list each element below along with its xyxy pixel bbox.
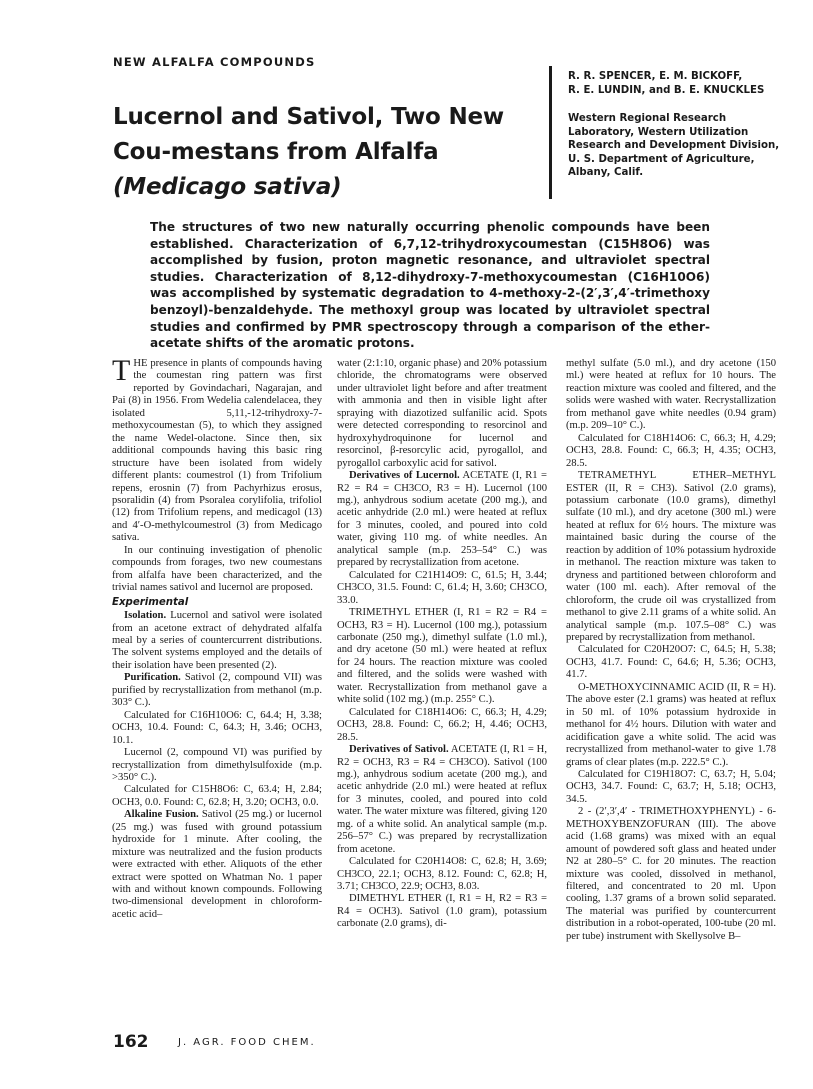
title-species: (Medicago sativa) xyxy=(113,174,342,200)
journal-name: J. AGR. FOOD CHEM. xyxy=(178,1037,316,1048)
article-title xyxy=(113,100,543,205)
para-cinnamic: O-METHOXYCINNAMIC ACID (II, R = H). The above ester (2.1 grams) was heated at reflux in 50 ml. of 10% potassium hydroxide in methanol for 4½ hours. Dilution with water and acidification gave a white solid. The acid was recrystallized from methanol-water to give 1.78 grams of clear plates (m.p. 222.5° C.). xyxy=(566,681,776,768)
author-line-2: R. E. LUNDIN, and B. E. KNUCKLES xyxy=(568,85,765,96)
drop-cap: T xyxy=(112,354,131,387)
section-label: NEW ALFALFA COMPOUNDS xyxy=(113,55,316,69)
isolation-text: Lucernol and sativol were isolated from an acetone extract of dehydrated alfalfa meal by a series of countercurrent distributions. The solvent systems employed and the details of their isolation have been presented (2). xyxy=(112,610,322,671)
calc-acetate: Calculated for C21H14O9: C, 61.5; H, 3.44; CH3CO, 31.5. Found: C, 61.4; H, 3.60; CH3CO, 33.0. xyxy=(337,569,547,606)
page-number: 162 xyxy=(113,1032,149,1052)
para-lucernol: Lucernol (2, compound VI) was purified by recrystallization from dimethylsulfoxide (m.p. >350° C.). xyxy=(112,747,322,783)
runin-alkaline: Alkaline Fusion. xyxy=(124,809,199,821)
calc-tetramethyl: Calculated for C20H20O7: C, 64.5; H, 5.38; OCH3, 41.7. Found: C, 64.6; H, 5.36; OCH3, 41.7. xyxy=(566,644,776,681)
runin-deriv-lucernol: Derivatives of Lucernol. xyxy=(349,470,460,482)
para-alkaline xyxy=(112,809,322,921)
subhead-experimental: Experimental xyxy=(112,596,189,608)
calc-cinnamic: Calculated for C19H18O7: C, 63.7; H, 5.04; OCH3, 34.7. Found: C, 63.7; H, 5.18; OCH3, 34.5. xyxy=(566,768,776,805)
calc-lucernol: Calculated for C15H8O6: C, 63.4; H, 2.84; OCH3, 0.0. Found: C, 62.8; H, 3.20; OCH3, 0.0. xyxy=(112,784,322,808)
para-purification xyxy=(112,672,322,709)
author-line-1: R. R. SPENCER, E. M. BICKOFF, xyxy=(568,71,743,82)
runin-purification: Purification. xyxy=(124,672,181,684)
calc-sativol-acetate: Calculated for C20H14O8: C, 62.8; H, 3.69; CH3CO, 22.1; OCH3, 8.12. Found: C, 62.8; H, 3.71; CH3CO, 22.9; OCH3, 8.03. xyxy=(337,856,547,893)
para-benzofuran: 2 - (2′,3′,4′ - TRIMETHOXYPHENYL) - 6-METHOXYBENZOFURAN (III). The above acid (1.68 grams) was mixed with an equal amount of powdered soft glass and heated under N2 at 280–5° C. for 20 minutes. The reaction mixture was cooled, dissolved in methanol, filtered, and concentrated to 20 ml. Upon cooling, 1.37 grams of a brown solid separated. The material was purified by countercurrent distribution in a robot-operated, 100-tube (20 ml. per tube) instrument with Skellysolve B– xyxy=(566,806,776,942)
para-chromatography: water (2:1:10, organic phase) and 20% potassium chloride, the chromatograms were observed under ultraviolet light before and after treatment with ammonia and then in visible light after spraying with diazotized sulfanilic acid. Spots were detected corresponding to resorcinol and hydroxyhydroquinone for lucernol and resorcinol, β-resorcylic acid, pyrogallol, and pyrogallol carboxylic acid for sativol. xyxy=(337,358,547,469)
author-list xyxy=(568,70,793,98)
calc-trimethyl: Calculated for C18H14O6: C, 66.3; H, 4.29; OCH3, 28.8. Found: C, 66.2; H, 4.46; OCH3, 28.5. xyxy=(337,706,547,743)
deriv-sativol-text: ACETATE (I, R1 = H, R2 = OCH3, R3 = R4 = CH3CO). Sativol (100 mg.), anhydrous sodium acetate (200 mg.), and acetic anhydride (2.0 ml.) were heated at reflux for 3 minutes, cooled, and poured into cold water. The water mixture was filtered, giving 120 mg. of a white solid. An analytical sample (m.p. 256–57° C.) was prepared by recrystallization from acetone. xyxy=(337,744,547,855)
affiliation: Western Regional Research Laboratory, Western Utilization Research and Development Division, U. S. Department of Agriculture, Albany, Calif. xyxy=(568,113,780,179)
intro-text: HE presence in plants of compounds having the coumestan ring pattern was first reported by Govindachari, Nagarajan, and Pai (8) in 1956. From Wedelia calendelacea, they isolated 5,11,-12-trihydroxy-7-methoxycoumestan (5), to which they assigned the name Wedel-olactone. Since then, six additional compounds having this basic ring structure have been isolated from widely different plants: coumestrol (1) from Trifolium repens, erosnin (7) from Pachyrhizus erosus, psoralidin (4) from Psoralea corylifolia, trifoliol (12) from Trifolium repens, and medicagol (13) and 4′-O-methylcoumestrol (3) from Medicago sativa. xyxy=(112,358,322,544)
para-methyl-sulfate: methyl sulfate (5.0 ml.), and dry acetone (150 ml.) were heated at reflux for 10 hours. The reaction mixture was cooled and filtered, and the solids were washed with water. Recrystallization from methanol gave white needles (0.94 gram) (m.p. 209–10° C.). xyxy=(566,358,776,432)
intro-paragraph xyxy=(112,354,322,545)
purification-text: Sativol (2, compound VII) was purified by recrystallization from methanol (m.p. 303° C.). xyxy=(112,672,322,709)
title-main: Lucernol and Sativol, Two New Cou-mestans from Alfalfa xyxy=(113,104,504,165)
alkaline-text: Sativol (25 mg.) or lucernol (25 mg.) was fused with ground potassium hydroxide for 1 minute. After cooling, the mixture was neutralized and the fusion products were extracted with ether. Aliquots of the ether extract were spotted on Whatman No. 1 paper with and without known compounds. Following two-dimensional development in chloroform-acetic acid– xyxy=(112,809,323,920)
para-dimethyl: DIMETHYL ETHER (I, R1 = H, R2 = R3 = R4 = OCH3). Sativol (1.0 gram), potassium carbonate (2.0 grams), di- xyxy=(337,893,547,930)
text-column-1 xyxy=(112,354,323,921)
text-column-2 xyxy=(337,358,547,931)
calc-dimethyl: Calculated for C18H14O6: C, 66.3; H, 4.29; OCH3, 28.8. Found: C, 66.3; H, 4.35; OCH3, 28.5. xyxy=(566,432,776,469)
text-column-3 xyxy=(566,358,776,943)
para-tetramethyl: TETRAMETHYL ETHER–METHYL ESTER (II, R = CH3). Sativol (2.0 grams), potassium carbonate (10.0 grams), dimethyl sulfate (10 ml.), and dry acetone (300 ml.) were heated at reflux for 6½ hours. The mixture was maintained basic during the course of the reaction by addition of 10% potassium hydroxide in methanol. The reaction mixture was taken to dryness and partitioned between chloroform and water (100 ml. each). After removal of the chloroform, the crude oil was crystallized from methanol to give 2.11 grams of a white solid. An analytical sample (m.p. 107.5–08° C.) was prepared by recrystallization from methanol. xyxy=(566,470,776,643)
calc-sativol: Calculated for C16H10O6: C, 64.4; H, 3.38; OCH3, 10.4. Found: C, 64.3; H, 3.46; OCH3, 10.1. xyxy=(112,709,322,746)
para-trimethyl: TRIMETHYL ETHER (I, R1 = R2 = R4 = OCH3, R3 = H). Lucernol (100 mg.), potassium carbonate (250 mg.), dimethyl sulfate (1.0 ml.), and dry acetone (50 ml.) were heated at reflux for 24 hours. The reaction mixture was cooled and filtered, and the solids were washed with water. Recrystallization from methanol gave a white solid (102 mg.) (m.p. 255° C.). xyxy=(337,607,547,706)
para-deriv-sativol xyxy=(337,744,547,856)
runin-deriv-sativol: Derivatives of Sativol. xyxy=(349,744,449,756)
para-isolation xyxy=(112,610,322,672)
abstract: The structures of two new naturally occurring phenolic compounds have been established. Characterization of 6,7,12-trihydroxycoumestan (C15H8O6) was accomplished by fusion, proton magnetic resonance, and ultraviolet spectral studies. Characterization of 8,12-dihydroxy-7-methoxycoumestan (C16H10O6) was accomplished by systematic degradation to 4-methoxy-2-(2′,3′,4′-trimethoxy benzoyl)-benzaldehyde. The methoxyl group was located by ultraviolet spectral studies and confirmed by PMR spectroscopy through a comparison of the ether-acetate shifts of the aromatic protons. xyxy=(150,220,710,351)
runin-isolation: Isolation. xyxy=(124,610,167,622)
para-deriv-lucernol xyxy=(337,470,547,570)
deriv-lucernol-text: ACETATE (I, R1 = R2 = R4 = CH3CO, R3 = H). Lucernol (100 mg.), anhydrous sodium acetate (200 mg.), and acetic anhydride (2.0 ml.) were heated at reflux for 3 minutes, cooled, and poured into cold water, giving 110 mg. of white needles. An analytical sample (m.p. 253–54° C.) was prepared by recrystallization from acetone. xyxy=(337,470,547,569)
vertical-divider xyxy=(549,66,552,199)
para-continuing: In our continuing investigation of phenolic compounds from forages, two new coumestans from alfalfa have been characterized, and the trivial names sativol and lucernol are proposed. xyxy=(112,544,322,594)
